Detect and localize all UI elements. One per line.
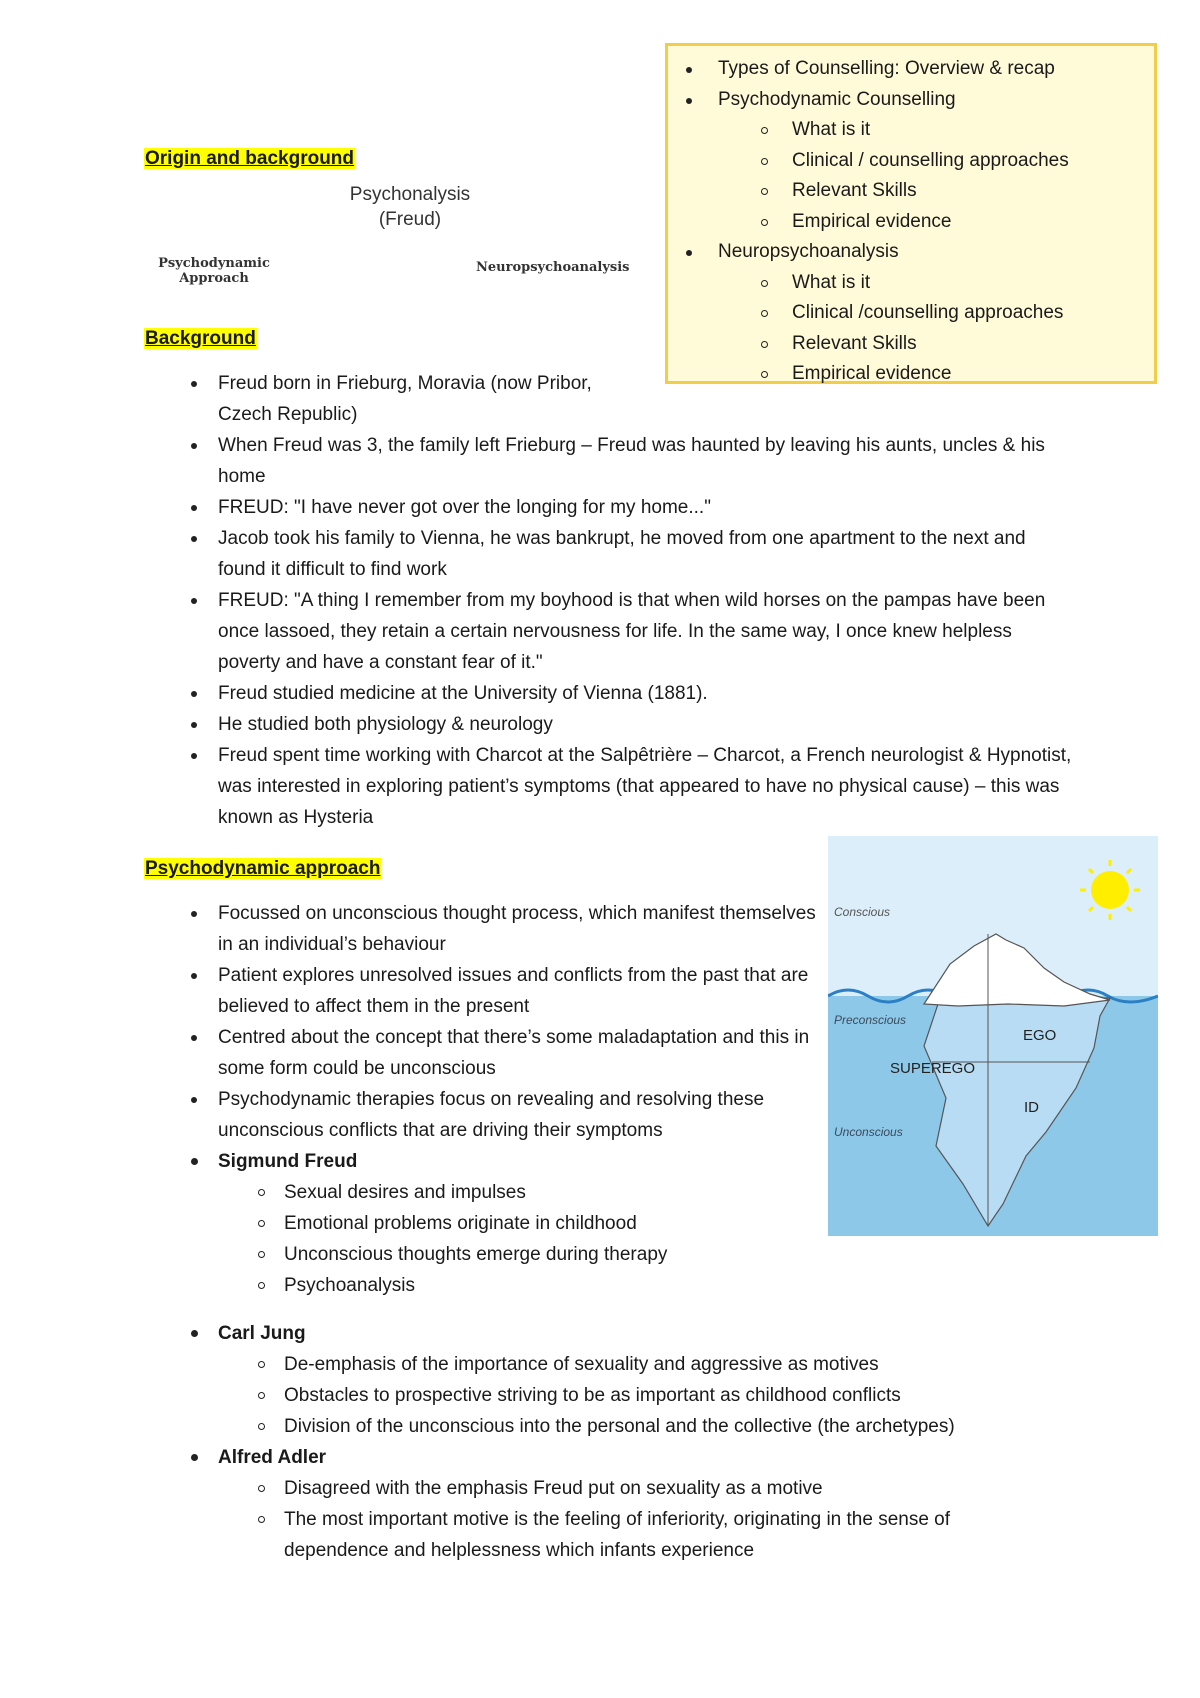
list-item: FREUD: "A thing I remember from my boyhood is that when wild horses on the pampas have been once lassoed, they retain a certain nervousness for life. In the same way, I once knew helpless poverty and have a constant fear of it." <box>146 585 1076 678</box>
ego-label: EGO <box>1023 1027 1057 1044</box>
list-subitem: Emotional problems originate in childhood <box>146 1208 816 1239</box>
outline-item: Types of Counselling: Overview & recap <box>668 54 1154 85</box>
list-subitem: De-emphasis of the importance of sexuality and aggressive as motives <box>146 1349 1076 1380</box>
background-heading: Background <box>145 328 256 349</box>
list-subitem: Division of the unconscious into the personal and the collective (the archetypes) <box>146 1411 1076 1442</box>
diagram-center-line1: Psychonalysis <box>349 184 471 205</box>
person-adler: Alfred Adler <box>146 1442 1076 1473</box>
list-subitem: Unconscious thoughts emerge during therapy <box>146 1239 816 1270</box>
background-list-first <box>146 368 592 430</box>
person-freud: Sigmund Freud <box>146 1146 816 1177</box>
psychodynamic-list-continued <box>146 1318 1076 1566</box>
list-item: Jacob took his family to Vienna, he was bankrupt, he moved from one apartment to the next and found it difficult to find work <box>146 523 1076 585</box>
list-item: FREUD: "I have never got over the longing for my home..." <box>146 492 1076 523</box>
outline-subitem: Clinical /counselling approaches <box>668 298 1154 329</box>
list-item: Patient explores unresolved issues and conflicts from the past that are believed to affect them in the present <box>146 960 816 1022</box>
diagram-left-line1: Psychodynamic <box>158 256 270 271</box>
iceberg-illustration <box>828 836 1158 1236</box>
psychodynamic-heading: Psychodynamic approach <box>145 858 381 879</box>
list-item: Freud studied medicine at the University of Vienna (1881). <box>146 678 1076 709</box>
background-list <box>146 430 1076 833</box>
superego-label: SUPEREGO <box>890 1060 976 1077</box>
outline-item: Neuropsychoanalysis <box>668 237 1154 268</box>
diagram-center-label <box>300 182 520 232</box>
outline-subitem: Clinical / counselling approaches <box>668 146 1154 177</box>
psychodynamic-list <box>146 898 816 1301</box>
list-item: Centred about the concept that there’s some maladaptation and this in some form could be unconscious <box>146 1022 816 1084</box>
list-item: Psychodynamic therapies focus on revealing and resolving these unconscious conflicts that are driving their symptoms <box>146 1084 816 1146</box>
list-subitem: Disagreed with the emphasis Freud put on sexuality as a motive <box>146 1473 1076 1504</box>
outline-subitem: Relevant Skills <box>668 329 1154 360</box>
outline-item: Psychodynamic Counselling <box>668 85 1154 116</box>
diagram-left-line2: Approach <box>179 271 249 286</box>
preconscious-label: Preconscious <box>834 1013 907 1027</box>
list-subitem: The most important motive is the feeling of inferiority, originating in the sense of dependence and helplessness which infants experience <box>146 1504 1076 1566</box>
list-subitem: Psychoanalysis <box>146 1270 816 1301</box>
list-item: He studied both physiology & neurology <box>146 709 1076 740</box>
outline-subitem: Empirical evidence <box>668 207 1154 238</box>
conscious-label: Conscious <box>834 905 891 919</box>
id-label: ID <box>1024 1099 1039 1116</box>
outline-box <box>665 43 1157 384</box>
list-item: Freud spent time working with Charcot at the Salpêtrière – Charcot, a French neurologist & Hypnotist, was interested in exploring patient’s symptoms (that appeared to have no physical cause) – this was known as Hysteria <box>146 740 1076 833</box>
outline-subitem: Empirical evidence <box>668 359 1154 390</box>
diagram-right-label: Neuropsychoanalysis <box>476 260 630 275</box>
diagram-left-label <box>148 256 280 286</box>
outline-subitem: What is it <box>668 115 1154 146</box>
list-subitem: Sexual desires and impulses <box>146 1177 816 1208</box>
list-subitem: Obstacles to prospective striving to be as important as childhood conflicts <box>146 1380 1076 1411</box>
list-item: When Freud was 3, the family left Frieburg – Freud was haunted by leaving his aunts, uncles & his home <box>146 430 1076 492</box>
outline-subitem: What is it <box>668 268 1154 299</box>
outline-subitem: Relevant Skills <box>668 176 1154 207</box>
list-item: Freud born in Frieburg, Moravia (now Pribor, Czech Republic) <box>146 368 592 430</box>
person-jung: Carl Jung <box>146 1318 1076 1349</box>
unconscious-label: Unconscious <box>834 1125 903 1139</box>
list-item: Focussed on unconscious thought process, which manifest themselves in an individual’s behaviour <box>146 898 816 960</box>
origin-heading: Origin and background <box>145 148 355 169</box>
diagram-center-line2: (Freud) <box>378 209 442 230</box>
